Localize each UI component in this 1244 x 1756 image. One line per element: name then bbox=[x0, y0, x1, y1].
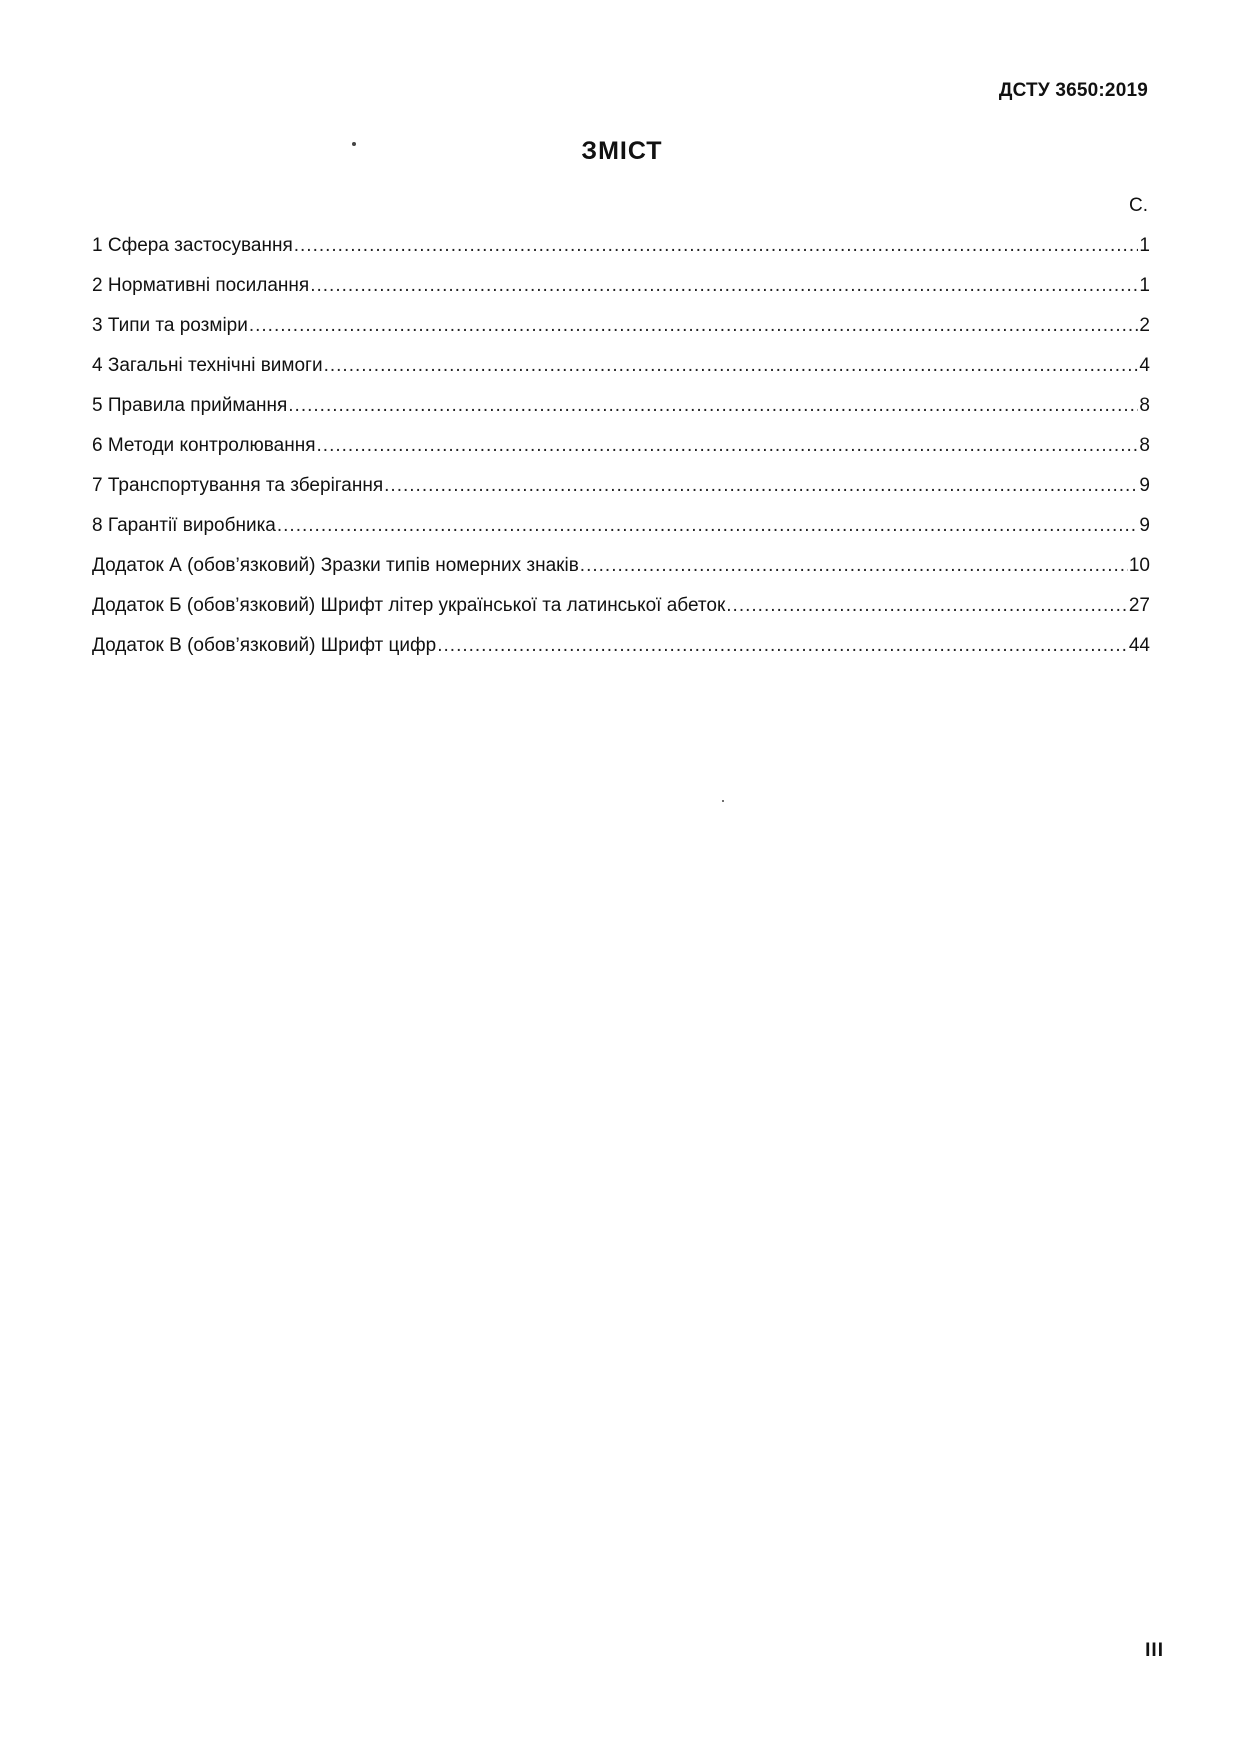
toc-entry-page: 1 bbox=[1139, 275, 1150, 296]
dot-leader bbox=[277, 506, 1139, 546]
toc-entry-label: 6 Методи контролювання bbox=[92, 435, 316, 456]
page-column-label: С. bbox=[1129, 195, 1148, 216]
toc-entry-page: 9 bbox=[1139, 515, 1150, 536]
dot-leader bbox=[249, 306, 1139, 346]
toc-entry[interactable] bbox=[92, 626, 1150, 666]
toc-entry-label: 1 Сфера застосування bbox=[92, 235, 293, 256]
dot-leader bbox=[310, 266, 1138, 306]
toc-entry[interactable] bbox=[92, 346, 1150, 386]
toc-entry-page: 4 bbox=[1139, 355, 1150, 376]
toc-entry-label: Додаток В (обов’язковий) Шрифт цифр bbox=[92, 635, 437, 656]
dot-leader bbox=[580, 546, 1128, 586]
toc-entry[interactable] bbox=[92, 546, 1150, 586]
scan-speck bbox=[352, 142, 356, 146]
toc-entry[interactable] bbox=[92, 226, 1150, 266]
toc-entry[interactable] bbox=[92, 266, 1150, 306]
toc-entry-page: 9 bbox=[1139, 475, 1150, 496]
toc-entry[interactable] bbox=[92, 386, 1150, 426]
table-of-contents bbox=[92, 226, 1150, 666]
toc-entry-label: 8 Гарантії виробника bbox=[92, 515, 276, 536]
toc-entry-label: 2 Нормативні посилання bbox=[92, 275, 310, 296]
toc-entry-page: 8 bbox=[1139, 435, 1150, 456]
dot-leader bbox=[294, 226, 1139, 266]
toc-entry-label: 3 Типи та розміри bbox=[92, 315, 248, 336]
dot-leader bbox=[324, 346, 1139, 386]
page-number: III bbox=[1145, 1640, 1164, 1661]
dot-leader bbox=[317, 426, 1139, 466]
toc-entry-label: 5 Правила приймання bbox=[92, 395, 288, 416]
toc-entry-page: 8 bbox=[1139, 395, 1150, 416]
toc-entry-label: Додаток Б (обов’язковий) Шрифт літер української та латинської абеток bbox=[92, 595, 726, 616]
dot-leader bbox=[726, 586, 1128, 626]
toc-entry-label: 7 Транспортування та зберігання bbox=[92, 475, 384, 496]
toc-entry-page: 2 bbox=[1139, 315, 1150, 336]
toc-entry[interactable] bbox=[92, 586, 1150, 626]
toc-entry-page: 1 bbox=[1139, 235, 1150, 256]
document-code: ДСТУ 3650:2019 bbox=[998, 80, 1148, 101]
toc-entry-page: 27 bbox=[1128, 595, 1150, 616]
toc-entry-label: Додаток А (обов’язковий) Зразки типів номерних знаків bbox=[92, 555, 579, 576]
dot-leader bbox=[437, 626, 1128, 666]
toc-title: ЗМІСТ bbox=[581, 137, 663, 165]
toc-entry-page: 10 bbox=[1128, 555, 1150, 576]
toc-entry-label: 4 Загальні технічні вимоги bbox=[92, 355, 323, 376]
toc-entry[interactable] bbox=[92, 506, 1150, 546]
scan-speck bbox=[722, 800, 724, 802]
toc-entry[interactable] bbox=[92, 426, 1150, 466]
dot-leader bbox=[288, 386, 1138, 426]
toc-entry-page: 44 bbox=[1128, 635, 1150, 656]
toc-entry[interactable] bbox=[92, 306, 1150, 346]
dot-leader bbox=[384, 466, 1138, 506]
toc-entry[interactable] bbox=[92, 466, 1150, 506]
